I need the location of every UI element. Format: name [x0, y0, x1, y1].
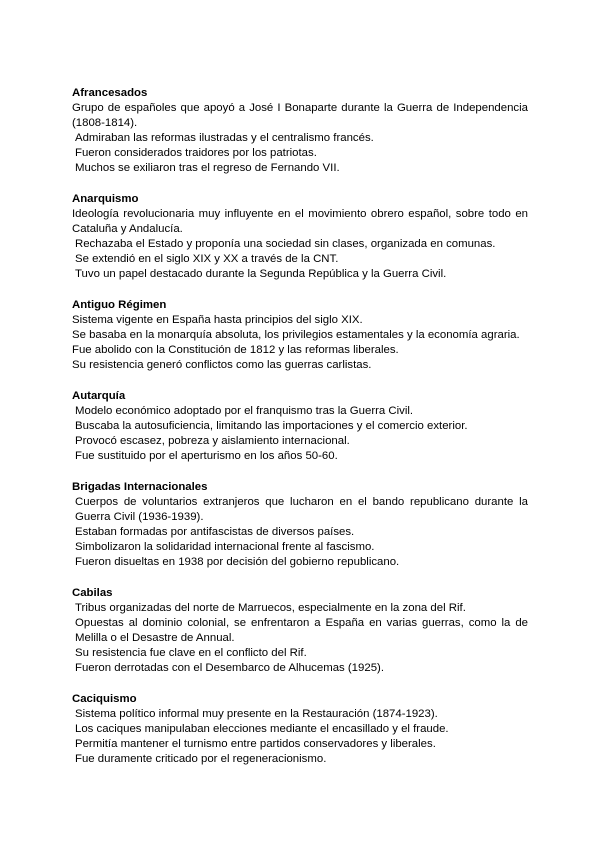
- entry-term: Anarquismo: [72, 193, 139, 205]
- entry-line: Fue duramente criticado por el regeneracionismo.: [75, 753, 327, 765]
- entry-line: Se extendió en el siglo XIX y XX a través de la CNT.: [75, 253, 339, 265]
- entry-line: Cuerpos de voluntarios extranjeros que lucharon en el bando republicano durante la Guerra Civil (1936-1939).: [75, 496, 528, 523]
- entry-line: Buscaba la autosuficiencia, limitando las importaciones y el comercio exterior.: [75, 420, 468, 432]
- entry-line: Sistema vigente en España hasta principios del siglo XIX.: [72, 314, 363, 326]
- entry-line: Tribus organizadas del norte de Marruecos, especialmente en la zona del Rif.: [75, 602, 466, 614]
- entry-line: Fue sustituido por el aperturismo en los años 50-60.: [75, 450, 338, 462]
- entry-term: Cabilas: [72, 587, 113, 599]
- entry-line: Simbolizaron la solidaridad internacional frente al fascismo.: [75, 541, 375, 553]
- entry-line: Fue abolido con la Constitución de 1812 y las reformas liberales.: [72, 344, 399, 356]
- entry-line: Estaban formadas por antifascistas de diversos países.: [75, 526, 355, 538]
- entry-line: Los caciques manipulaban elecciones mediante el encasillado y el fraude.: [75, 723, 449, 735]
- entry-term: Brigadas Internacionales: [72, 481, 208, 493]
- entry-term: Antiguo Régimen: [72, 299, 167, 311]
- glossary-entry-anarquismo: [72, 192, 528, 282]
- entry-line: Opuestas al dominio colonial, se enfrentaron a España en varias guerras, como la de Melilla o el Desastre de Annual.: [75, 617, 528, 644]
- entry-term: Caciquismo: [72, 693, 137, 705]
- entry-line: Sistema político informal muy presente en la Restauración (1874-1923).: [75, 708, 438, 720]
- entry-line: Su resistencia generó conflictos como las guerras carlistas.: [72, 359, 372, 371]
- glossary-entry-brigadas-internacionales: [72, 480, 528, 570]
- entry-line: Se basaba en la monarquía absoluta, los privilegios estamentales y la economía agraria.: [72, 329, 520, 341]
- glossary-entry-autarquia: [72, 389, 528, 464]
- entry-line: Fueron derrotadas con el Desembarco de Alhucemas (1925).: [75, 662, 384, 674]
- entry-term: Afrancesados: [72, 87, 148, 99]
- entry-line: Admiraban las reformas ilustradas y el centralismo francés.: [75, 132, 374, 144]
- glossary-entry-antiguo-regimen: [72, 298, 528, 373]
- entry-line: Rechazaba el Estado y proponía una sociedad sin clases, organizada en comunas.: [75, 238, 496, 250]
- entry-line: Permitía mantener el turnismo entre partidos conservadores y liberales.: [75, 738, 436, 750]
- entry-line: Su resistencia fue clave en el conflicto del Rif.: [75, 647, 307, 659]
- entry-line: Muchos se exiliaron tras el regreso de Fernando VII.: [75, 162, 340, 174]
- entry-line: Tuvo un papel destacado durante la Segunda República y la Guerra Civil.: [75, 268, 447, 280]
- glossary-entry-caciquismo: [72, 692, 528, 767]
- glossary-entry-afrancesados: [72, 86, 528, 176]
- entry-line: Fueron disueltas en 1938 por decisión del gobierno republicano.: [75, 556, 400, 568]
- entry-line: Fueron considerados traidores por los patriotas.: [75, 147, 317, 159]
- entry-line: Provocó escasez, pobreza y aislamiento internacional.: [75, 435, 350, 447]
- entry-line: Grupo de españoles que apoyó a José I Bonaparte durante la Guerra de Independencia (1808-1814).: [72, 102, 528, 129]
- glossary-entry-cabilas: [72, 586, 528, 676]
- entry-line: Modelo económico adoptado por el franquismo tras la Guerra Civil.: [75, 405, 414, 417]
- entry-term: Autarquía: [72, 390, 126, 402]
- entry-line: Ideología revolucionaria muy influyente en el movimiento obrero español, sobre todo en Cataluña y Andalucía.: [72, 208, 528, 235]
